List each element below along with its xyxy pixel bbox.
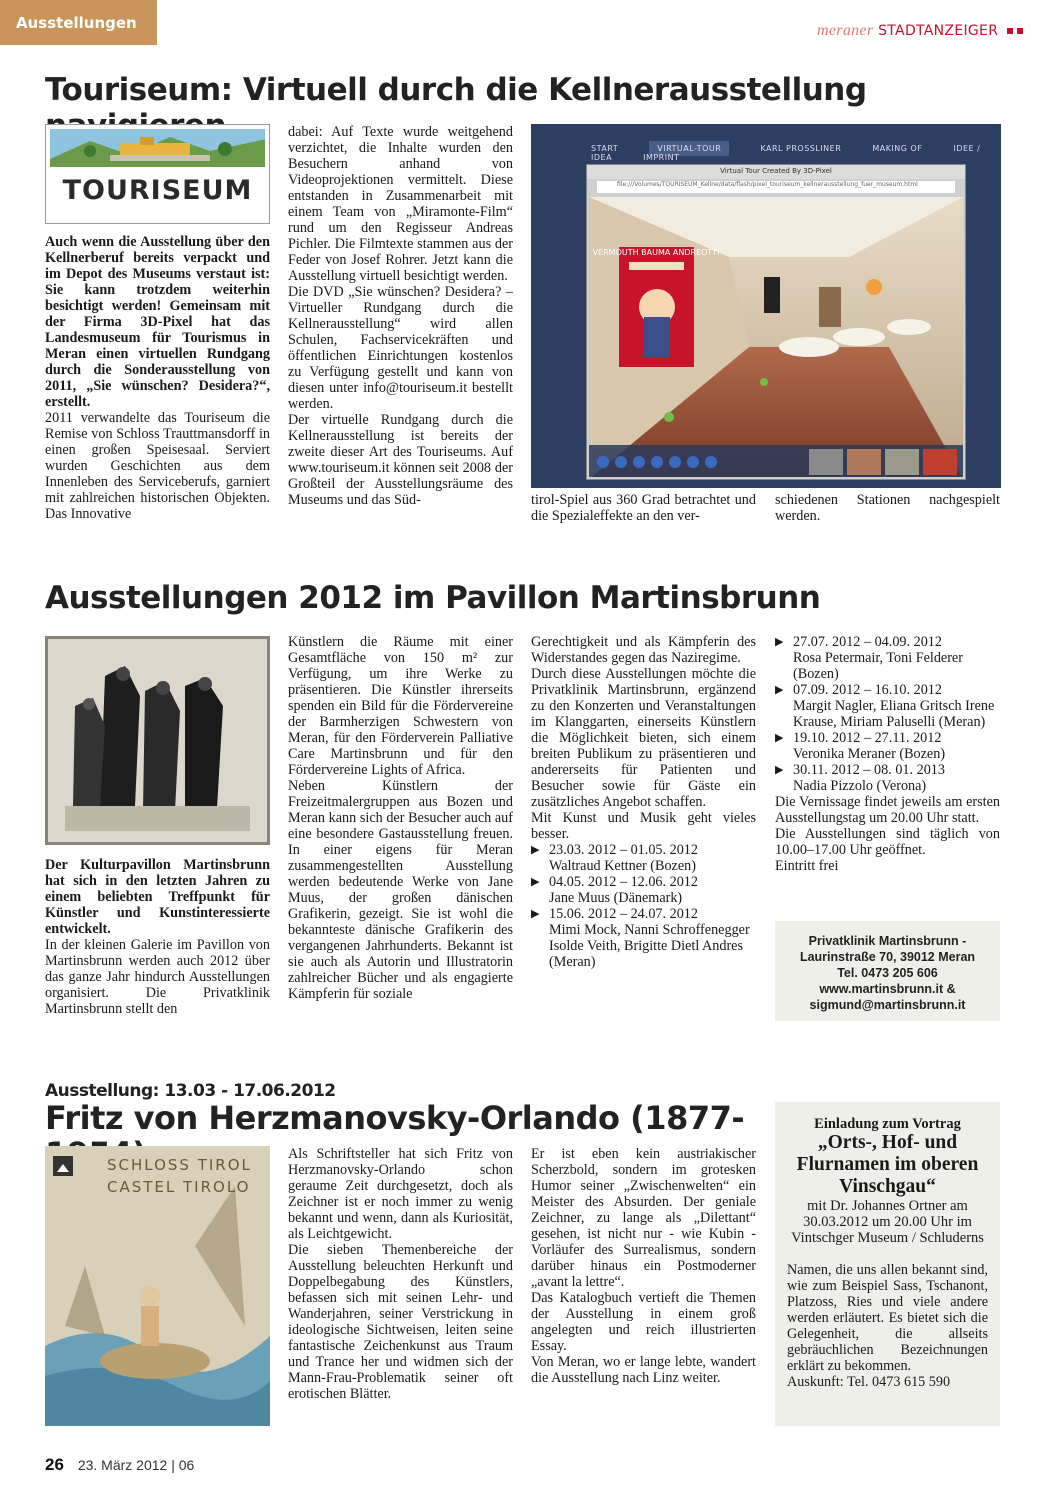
square-icon — [1007, 28, 1013, 34]
schedule-artists: Veronika Meraner (Bozen) — [793, 746, 946, 762]
nav-item: START — [591, 144, 619, 153]
schedule-item — [775, 730, 1000, 762]
schedule-item — [531, 874, 756, 906]
article3-col2 — [288, 1146, 513, 1402]
url-bar: file:///Volumes/TOURISEUM_Kellne/data/flash/pixel_touriseum_kellnerausstellung_fuer_museum.html — [597, 181, 955, 193]
touriseum-logo — [45, 124, 270, 224]
schedule-item — [775, 682, 1000, 730]
article2-col4-p3: Eintritt frei — [775, 858, 839, 874]
schedule-dates: 23.03. 2012 – 01.05. 2012 — [549, 842, 698, 858]
browser-window — [586, 164, 966, 480]
schedule-artists: Jane Muus (Dänemark) — [549, 890, 683, 906]
article2-col1 — [45, 857, 270, 1017]
article3-col3-p2: Das Katalogbuch vertieft die Themen der Ausstellung in einem groß angelegten und reich illustrierten Essay. — [531, 1290, 756, 1354]
masthead-part2: STADTANZEIGER — [878, 23, 999, 39]
lecture-box — [775, 1102, 1000, 1426]
logo-wordmark: TOURISEUM — [62, 175, 253, 206]
nav-item: MAKING OF — [872, 144, 923, 153]
article3-col3 — [531, 1146, 756, 1386]
schedule-artists: Waltraud Kettner (Bozen) — [549, 858, 696, 874]
lecture-contact: Auskunft: Tel. 0473 615 590 — [787, 1374, 951, 1390]
article1-col1 — [45, 234, 270, 522]
schedule-artists: Rosa Petermair, Toni Felderer (Bozen) — [793, 650, 963, 682]
lecture-title: „Orts-, Hof- und Flurnamen im oberen Vinschgau“ — [796, 1132, 979, 1197]
schedule-artists: Margit Nagler, Eliana Gritsch Irene Krause, Miriam Paluselli (Meran) — [793, 698, 995, 730]
article1-col2 — [288, 124, 513, 508]
poster-line2: CASTEL TIROLO — [107, 1178, 251, 1196]
virtual-tour-screenshot — [531, 124, 1001, 488]
masthead — [817, 22, 1023, 40]
contact-line: Privatklinik Martinsbrunn - — [808, 934, 967, 948]
schedule-item — [531, 842, 756, 874]
nav-item: KARL PROSSLINER — [760, 144, 842, 153]
poster-text: VERMOUTH BAUMA ANDREOTTI — [592, 248, 720, 257]
article2-col2-p2: Neben Künstlern der Freizeitmalergruppen aus Bozen und Meran kann sich der Besucher auch auf eine besondere Gastausstellung freuen. In einer eigens für Meran zusammengestellten Ausstellung werden bedeutende Werke von Jane Muus, der großen dänischen Grafikerin, gezeigt. Sie ist wohl die bekannteste dänische Grafikerin des vergangenen Jahrhunderts. Bekannt ist sie auch als Autorin und Illustratorin zahlreicher Bücher und als engagierte Kämpferin für soziale — [288, 778, 513, 1002]
square-icon — [1017, 28, 1023, 34]
schedule-dates: 19.10. 2012 – 27.11. 2012 — [793, 730, 942, 746]
screenshot-nav — [591, 144, 1001, 162]
nav-item: IDEE / IDEA — [591, 144, 981, 162]
nav-item-active: VIRTUAL-TOUR — [649, 141, 729, 156]
lecture-text: Namen, die uns allen bekannt sind, wie zum Beispiel Sass, Tschanont, Platzoss, Ries und viele andere werden erläutert. Es bietet sich die Gelegenheit, die allseits gebräuchlichen Bezeichnungen erklärt zu bekommen. — [787, 1262, 988, 1374]
section-tab: Ausstellungen — [0, 0, 157, 45]
article1-col3-tail: tirol-Spiel aus 360 Grad betrachtet und die Spezialeffekte an den ver- — [531, 492, 756, 524]
article3-col3-p1: Er ist eben kein austriakischer Scherzbold, sondern im grotesken Humor seiner „Zwischenwelten“ ein Meister des Absurden. Der geniale Zeichner, zu lange als „Dilettant“ gesehen, ist nicht nur - wie Kubin - Vorläufer des Surrealismus, sondern darüber hinaus ein Postmoderner „avant la lettre“. — [531, 1146, 756, 1290]
article1-col2-p1: dabei: Auf Texte wurde weitgehend verzichtet, die Inhalte wurden den Besuchern anhand von Videoprojektionen vermittelt. Diese entstanden in Zusammenarbeit mit einem Team von „Miramonte-Film“ rund um den Regisseur Andreas Pichler. Die Filmtexte stammen aus der Feder von Josef Rohrer. Jetzt kann die Ausstellung virtuell besichtigt werden. — [288, 124, 513, 284]
article3-kicker: Ausstellung: 13.03 - 17.06.2012 — [45, 1081, 336, 1101]
poster-line1: SCHLOSS TIROL — [107, 1156, 252, 1174]
contact-web[interactable]: www.martinsbrunn.it & — [819, 982, 956, 996]
article2-col2 — [288, 634, 513, 1002]
schedule-list-b — [775, 634, 1000, 794]
schedule-item — [775, 634, 1000, 682]
schedule-dates: 04.05. 2012 – 12.06. 2012 — [549, 874, 698, 890]
article1-title: Touriseum: Virtuell durch die Kellnerausstellung — [45, 72, 867, 108]
window-title: Virtual Tour Created By 3D-Pixel — [587, 165, 965, 179]
artwork-photo — [45, 636, 270, 845]
article3-col2-p2: Die sieben Themenbereiche der Ausstellung beleuchten Herkunft und Doppelbegabung des Künstlers, befassen sich mit seinen Lehr- und Wanderjahren, seiner Verstrickung in ideologische Sichtweisen, leiten seine fantastische Zeichenkunst aus Traum und Trance her und widmen sich der Mann-Frau-Problematik seiner oft erotischen Blätter. — [288, 1242, 513, 1402]
schedule-list-a — [531, 842, 756, 970]
schedule-item — [531, 906, 756, 970]
schedule-dates: 27.07. 2012 – 04.09. 2012 — [793, 634, 942, 650]
article2-col3-p1: Gerechtigkeit und als Kämpferin des Widerstandes gegen das Naziregime. — [531, 634, 756, 666]
article2-col3-p2: Durch diese Ausstellungen möchte die Privatklinik Martinsbrunn, ergänzend zu den Konzerten und Veranstaltungen im Klanggarten, einerseits Künstlern die Möglichkeit bieten, sich einem breiten Publikum zu präsentieren und andererseits für Patienten und Besucher sowie für Gäste ein zusätzliches Angebot schaffen. — [531, 666, 756, 810]
schedule-artists: Mimi Mock, Nanni Schroffenegger Isolde Veith, Brigitte Dietl Andres (Meran) — [549, 922, 750, 970]
contact-email[interactable]: sigmund@martinsbrunn.it — [809, 998, 966, 1012]
article3-col3-p3: Von Meran, wo er lange lebte, wandert die Ausstellung nach Linz weiter. — [531, 1354, 756, 1386]
logo-art — [50, 129, 265, 167]
page-footer — [45, 1455, 194, 1475]
schedule-dates: 30.11. 2012 – 08. 01. 2013 — [793, 762, 945, 778]
article2-col4-p2: Die Ausstellungen sind täglich von 10.00–17.00 Uhr geöffnet. — [775, 826, 1000, 858]
article2-col4 — [775, 634, 1000, 874]
article2-col4-p1: Die Vernissage findet jeweils am ersten Ausstellungstag um 20.00 Uhr statt. — [775, 794, 1000, 826]
photo-caption: Der Kulturpavillon Martinsbrunn hat sich in den letzten Jahren zu einem beliebten Treffpunkt für Künstler und Kunstinteressierte entwickelt. — [45, 857, 270, 937]
contact-box — [775, 921, 1000, 1021]
contact-phone: Tel. 0473 205 606 — [837, 966, 938, 980]
article2-title: Ausstellungen 2012 im Pavillon Martinsbrunn — [45, 580, 821, 616]
contact-line: Laurinstraße 70, 39012 Meran — [799, 950, 976, 964]
article3-col2-p1: Als Schriftsteller hat sich Fritz von Herzmanovsky-Orlando schon geraume Zeit durchgesetzt, doch als Zeichner ist er noch immer zu wenig bekannt und wenn, dann als Kuriosität, als Leichtgewicht. — [288, 1146, 513, 1242]
article2-col2-p1: Künstlern die Räume mit einer Gesamtfläche von 150 m² zur Verfügung, um ihre Werke zu präsentieren. Die Künstler ihrerseits spenden ein Bild für die Fördervereine der Barmherzigen Schwestern von Meran, für den Förderverein Palliative Care Martinsbrunn und für den Fördervereine Lights of Africa. — [288, 634, 513, 778]
article2-col3 — [531, 634, 756, 970]
lecture-label: Einladung zum Vortrag — [814, 1116, 961, 1132]
schedule-dates: 15.06. 2012 – 24.07. 2012 — [549, 906, 698, 922]
lecture-details: mit Dr. Johannes Ortner am 30.03.2012 um 20.00 Uhr im Vintschger Museum / Schluderns — [791, 1198, 984, 1246]
article1-col1-text: 2011 verwandelte das Touriseum die Remise von Schloss Trauttmansdorff in einen großen Speisesaal. Serviert wurden Geschichten aus dem Innenleben des Serviceberufs, garniert mit zahlreichen historischen Objekten. Das Innovative — [45, 410, 270, 522]
panorama-scene — [589, 197, 963, 477]
nav-item: IMPRINT — [643, 153, 680, 162]
article2-col1-text: In der kleinen Galerie im Pavillon von Martinsbrunn werden auch 2012 über das ganze Jahr hindurch Ausstellungen organisiert. Die Privatklinik Martinsbrunn stellt den — [45, 937, 270, 1017]
article2-col3-p3: Mit Kunst und Musik geht vieles besser. — [531, 810, 756, 842]
article1-col2-p2: Die DVD „Sie wünschen? Desidera? – Virtueller Rundgang durch die Kellnerausstellung“ wird allen Schulen, Fachservicekräften und öffentlichen Einrichtungen kostenlos zu Verfügung gestellt und kann von diesen unter info@touriseum.it bestellt werden. — [288, 284, 513, 412]
schedule-item — [775, 762, 1000, 794]
schedule-artists: Nadia Pizzolo (Verona) — [793, 778, 927, 794]
article1-col4-tail: schiedenen Stationen nachgespielt werden. — [775, 492, 1000, 524]
article1-col2-p3: Der virtuelle Rundgang durch die Kellnerausstellung ist bereits der zweite dieser Art des Touriseums. Auf www.touriseum.it können seit 2008 der Großteil der Ausstellungsräume des Museums und das Süd- — [288, 412, 513, 508]
article3-title: Fritz von Herzmanovsky-Orlando (1877- — [45, 1099, 745, 1137]
schedule-dates: 07.09. 2012 – 16.10. 2012 — [793, 682, 942, 698]
masthead-part1: meraner — [817, 22, 874, 39]
issue-date: 23. März 2012 | 06 — [77, 1457, 195, 1473]
article1-lead: Auch wenn die Ausstellung über den Kellnerberuf bereits verpackt und im Depot des Museums verstaut ist: Sie kann trotzdem weiterhin besichtigt werden! Gemeinsam mit der Firma 3D-Pixel hat das Landesmuseum für Tourismus in Meran einen virtuellen Rundgang durch die Sonderausstellung von 2011, „Sie wünschen? Desidera?“, erstellt. — [45, 234, 270, 410]
page-number: 26 — [45, 1455, 64, 1474]
exhibition-poster — [45, 1146, 270, 1426]
